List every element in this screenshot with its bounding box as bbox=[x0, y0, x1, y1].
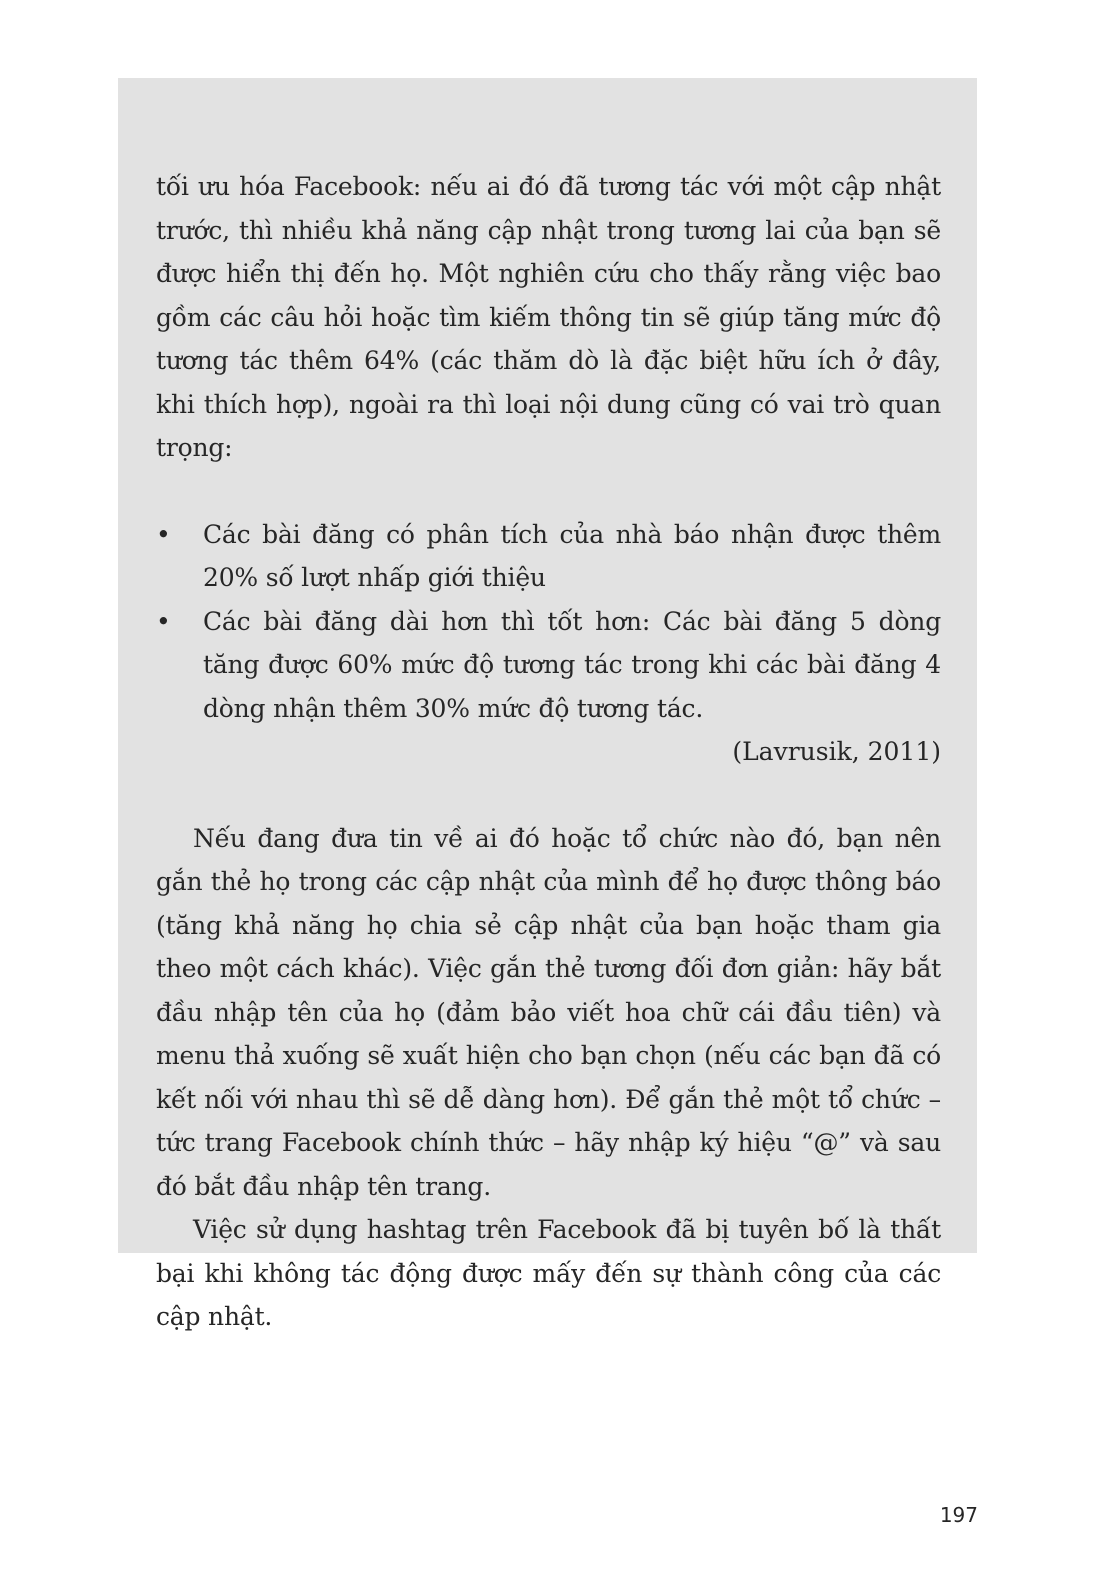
section-spacer bbox=[156, 774, 941, 817]
bullet-marker: • bbox=[156, 519, 171, 549]
intro-paragraph: tối ưu hóa Facebook: nếu ai đó đã tương tác với một cập nhật trước, thì nhiều khả năng cập nhật trong tương lai của bạn sẽ được hiển thị đến họ. Một nghiên cứu cho thấy rằng việc bao gồm các câu hỏi hoặc tìm kiếm thông tin sẽ giúp tăng mức độ tương tác thêm 64% (các thăm dò là đặc biệt hữu ích ở đây, khi thích hợp), ngoài ra thì loại nội dung cũng có vai trò quan trọng: bbox=[156, 172, 941, 462]
page-number: 197 bbox=[939, 1503, 978, 1527]
bullet-item bbox=[156, 513, 941, 600]
bullet-text: Các bài đăng dài hơn thì tốt hơn: Các bài đăng 5 dòng tăng được 60% mức độ tương tác trong khi các bài đăng 4 dòng nhận thêm 30% mức độ tương tác. bbox=[203, 606, 941, 723]
bullet-text: Các bài đăng có phân tích của nhà báo nhận được thêm 20% số lượt nhấp giới thiệu bbox=[203, 519, 941, 592]
text-box-content bbox=[156, 165, 941, 1339]
bullet-list bbox=[156, 513, 941, 731]
shaded-text-box bbox=[118, 78, 977, 1331]
tagging-paragraph: Nếu đang đưa tin về ai đó hoặc tổ chức nào đó, bạn nên gắn thẻ họ trong các cập nhật của mình để họ được thông báo (tăng khả năng họ chia sẻ cập nhật của bạn hoặc tham gia theo một cách khác). Việc gắn thẻ tương đối đơn giản: hãy bắt đầu nhập tên của họ (đảm bảo viết hoa chữ cái đầu tiên) và menu thả xuống sẽ xuất hiện cho bạn chọn (nếu các bạn đã có kết nối với nhau thì sẽ dễ dàng hơn). Để gắn thẻ một tổ chức – tức trang Facebook chính thức – hãy nhập ký hiệu “@” và sau đó bắt đầu nhập tên trang. bbox=[156, 823, 941, 1201]
citation: (Lavrusik, 2011) bbox=[732, 737, 941, 766]
hashtag-paragraph: Việc sử dụng hashtag trên Facebook đã bị tuyên bố là thất bại khi không tác động được mấy đến sự thành công của các cập nhật. bbox=[156, 1215, 941, 1331]
bullet-marker: • bbox=[156, 606, 171, 636]
bullet-item bbox=[156, 600, 941, 731]
